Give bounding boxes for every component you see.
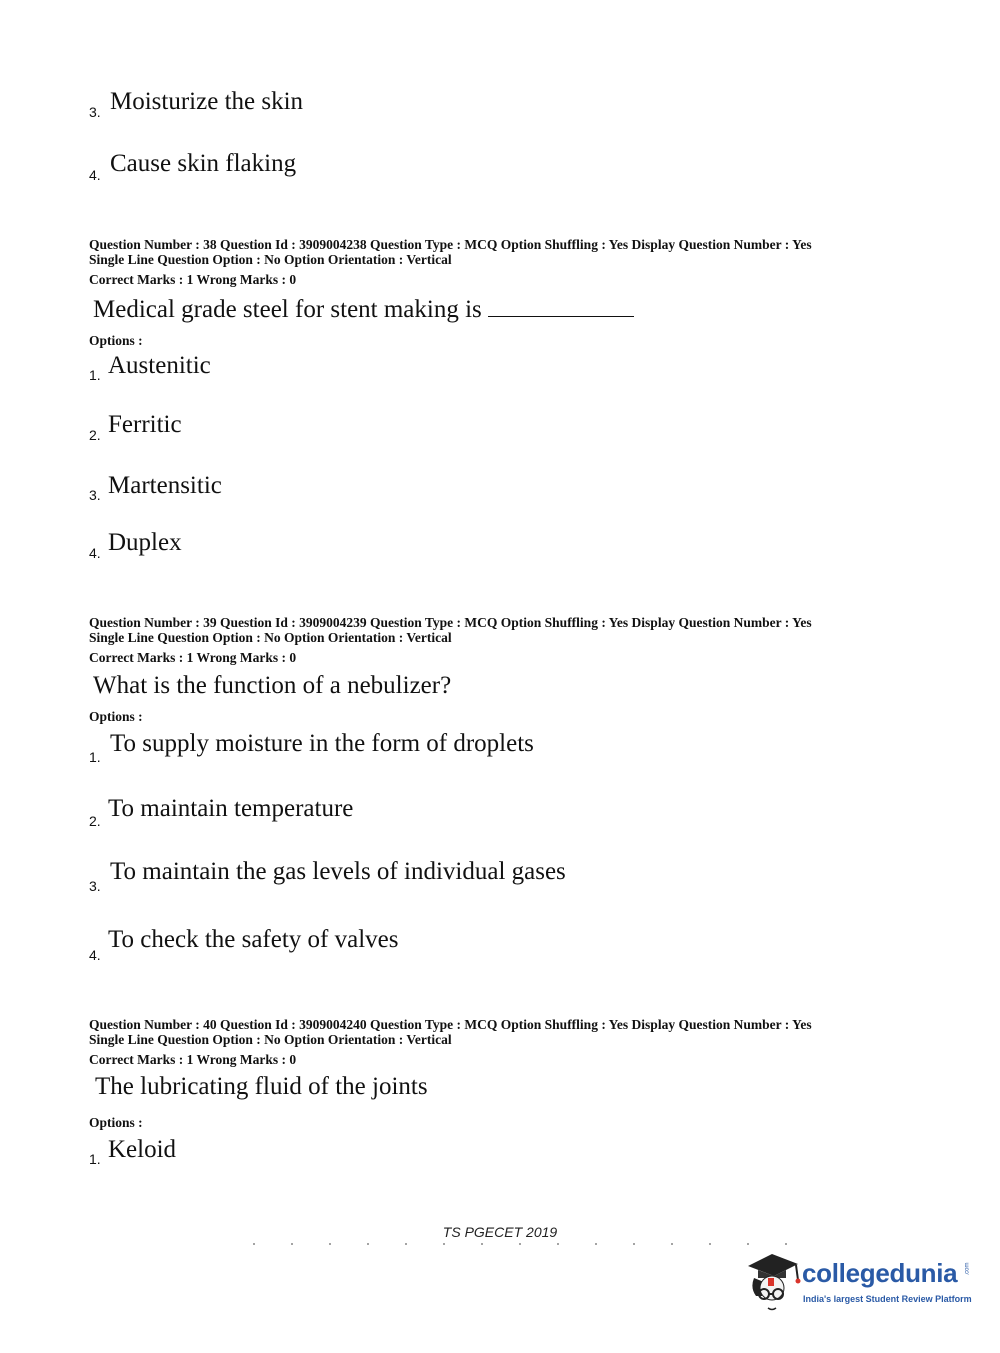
option-text: Austenitic — [108, 352, 211, 379]
option-text: Martensitic — [108, 472, 222, 499]
question-marks: Correct Marks : 1 Wrong Marks : 0 — [89, 272, 297, 287]
question-meta — [89, 615, 812, 645]
question-text-content: Medical grade steel for stent making is — [93, 296, 482, 323]
option-number: 1. — [89, 367, 101, 383]
logo-name: collegedunia — [802, 1258, 958, 1288]
question-meta — [89, 1017, 812, 1047]
question-text: What is the function of a nebulizer? — [93, 672, 452, 699]
graduate-mascot-icon — [742, 1248, 802, 1314]
option-number: 4. — [89, 167, 101, 183]
option-text: Cause skin flaking — [110, 150, 297, 177]
question-meta — [89, 237, 812, 267]
meta-line-1: Question Number : 40 Question Id : 3909004240 Question Type : MCQ Option Shuffling : Yes Display Question Number : Yes — [89, 1017, 812, 1032]
option-number: 3. — [89, 878, 101, 894]
option-number: 1. — [89, 1151, 101, 1167]
logo-tagline: India's largest Student Review Platform — [803, 1294, 972, 1304]
footer-dotted-divider — [235, 1242, 815, 1246]
option-number: 4. — [89, 545, 101, 561]
option-text: To check the safety of valves — [108, 926, 399, 953]
option-text: To supply moisture in the form of droplets — [110, 730, 534, 757]
meta-line-2: Single Line Question Option : No Option Orientation : Vertical — [89, 252, 452, 267]
logo-suffix: .com — [964, 1262, 971, 1276]
option-text: Keloid — [108, 1136, 177, 1163]
option-number: 3. — [89, 487, 101, 503]
meta-line-1: Question Number : 39 Question Id : 3909004239 Question Type : MCQ Option Shuffling : Yes Display Question Number : Yes — [89, 615, 812, 630]
options-label: Options : — [89, 1115, 143, 1130]
option-text: Duplex — [108, 529, 182, 556]
option-number: 1. — [89, 749, 101, 765]
option-number: 2. — [89, 427, 101, 443]
options-label: Options : — [89, 333, 143, 348]
option-number: 2. — [89, 813, 101, 829]
option-text: Ferritic — [108, 411, 182, 438]
question-marks: Correct Marks : 1 Wrong Marks : 0 — [89, 650, 297, 665]
meta-line-2: Single Line Question Option : No Option Orientation : Vertical — [89, 630, 452, 645]
question-text — [93, 294, 634, 324]
meta-line-2: Single Line Question Option : No Option Orientation : Vertical — [89, 1032, 452, 1047]
question-text: The lubricating fluid of the joints — [95, 1073, 428, 1100]
options-label: Options : — [89, 709, 143, 724]
option-number: 4. — [89, 947, 101, 963]
question-marks: Correct Marks : 1 Wrong Marks : 0 — [89, 1052, 297, 1067]
page-footer: TS PGECET 2019 — [442, 1224, 558, 1240]
option-text: To maintain temperature — [108, 795, 354, 822]
option-text: To maintain the gas levels of individual gases — [110, 858, 566, 885]
option-number: 3. — [89, 104, 101, 120]
option-text: Moisturize the skin — [110, 88, 304, 115]
answer-blank — [488, 294, 634, 317]
collegedunia-logo[interactable] — [742, 1248, 972, 1314]
meta-line-1: Question Number : 38 Question Id : 3909004238 Question Type : MCQ Option Shuffling : Yes Display Question Number : Yes — [89, 237, 812, 252]
